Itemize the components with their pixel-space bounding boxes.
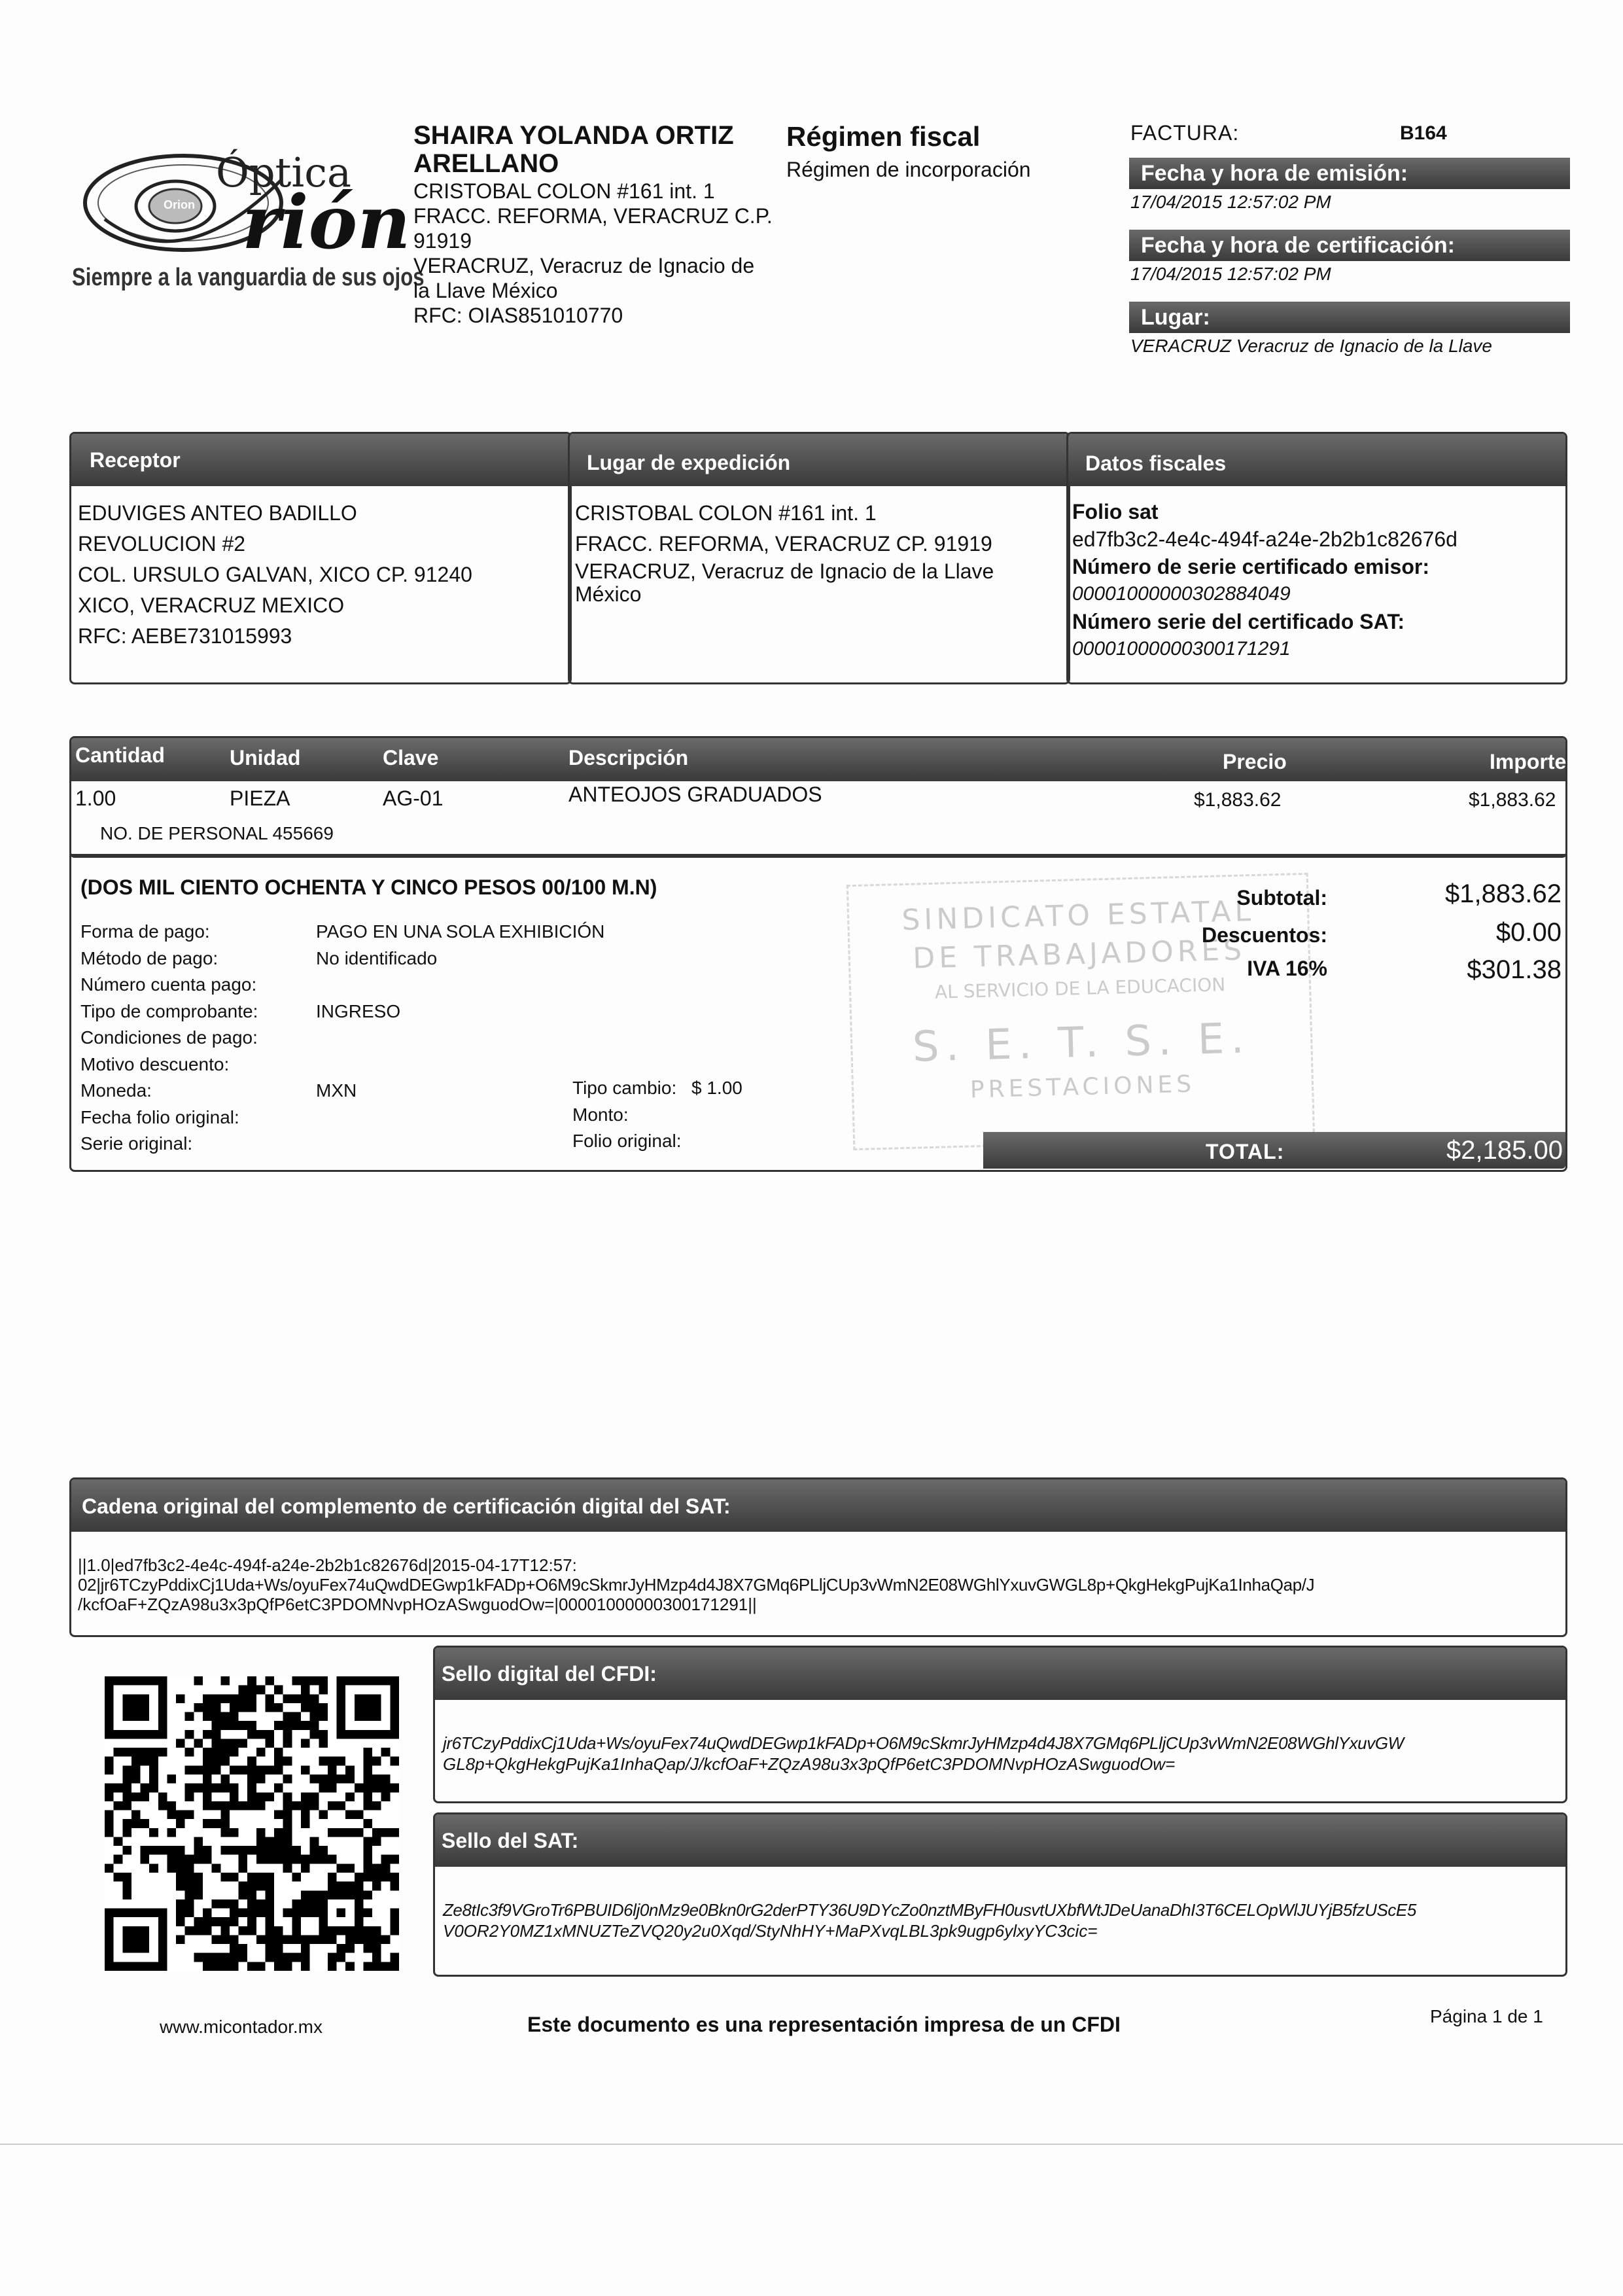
items-header-row bbox=[71, 738, 1565, 781]
header-precio: Precio bbox=[1223, 750, 1287, 773]
expedicion-address-line: FRACC. REFORMA, VERACRUZ CP. 91919 bbox=[575, 532, 992, 556]
subtotal-label: Subtotal: bbox=[1236, 886, 1327, 910]
field-row bbox=[80, 972, 258, 998]
issuer-rfc: RFC: OIAS851010770 bbox=[413, 304, 623, 327]
row-importe: $1,883.62 bbox=[1469, 789, 1556, 811]
receptor-address-line: REVOLUCION #2 bbox=[78, 532, 246, 556]
sello-sat-lines bbox=[435, 1867, 1565, 1941]
stamp-line: SINDICATO ESTATAL bbox=[901, 894, 1255, 938]
iva-label: IVA 16% bbox=[1247, 957, 1327, 980]
issuer-block bbox=[413, 121, 780, 328]
expedicion-address-line: México bbox=[575, 582, 642, 606]
fiscales-lines bbox=[1068, 486, 1565, 663]
amount-in-words: (DOS MIL CIENTO OCHENTA Y CINCO PESOS 00/100 M.N) bbox=[80, 875, 657, 899]
emision-value: 17/04/2015 12:57:02 PM bbox=[1130, 192, 1331, 212]
field-value: PAGO EN UNA SOLA EXHIBICIÓN bbox=[316, 921, 605, 942]
company-logo bbox=[65, 141, 425, 311]
descuentos-value: $0.00 bbox=[1495, 918, 1562, 947]
row-descripcion: ANTEOJOS GRADUADOS bbox=[568, 783, 822, 806]
footer-page-number: Página 1 de 1 bbox=[1430, 2006, 1543, 2026]
serie-emisor-label: Número de serie certificado emisor: bbox=[1072, 555, 1429, 578]
field-label: Número cuenta pago: bbox=[80, 974, 257, 995]
serie-emisor-value: 00001000000302884049 bbox=[1072, 583, 1291, 605]
field-row bbox=[80, 1051, 258, 1078]
field-value: No identificado bbox=[316, 947, 438, 968]
receptor-address-line: COL. URSULO GALVAN, XICO CP. 91240 bbox=[78, 563, 472, 586]
issuer-address bbox=[413, 179, 780, 328]
field-label: Moneda: bbox=[80, 1080, 152, 1101]
header-importe: Importe bbox=[1490, 750, 1567, 773]
factura-number: B164 bbox=[1400, 122, 1447, 144]
header-descripcion: Descripción bbox=[568, 746, 689, 769]
field-value: INGRESO bbox=[316, 1000, 401, 1021]
qr-code bbox=[105, 1676, 399, 1971]
certificacion-value: 17/04/2015 12:57:02 PM bbox=[1130, 264, 1331, 284]
field-row bbox=[80, 1104, 258, 1131]
datos-fiscales-box bbox=[1066, 432, 1567, 684]
field-label: Método de pago: bbox=[80, 947, 218, 968]
iva-value: $301.38 bbox=[1467, 955, 1562, 984]
folio-original-label: Folio original: bbox=[572, 1131, 682, 1151]
items-table bbox=[69, 736, 1567, 858]
field-row bbox=[80, 945, 438, 972]
footer-website[interactable]: www.micontador.mx bbox=[160, 2017, 323, 2037]
monto-label: Monto: bbox=[572, 1104, 629, 1125]
field-row bbox=[80, 1078, 357, 1104]
sello-cfdi-lines bbox=[435, 1700, 1565, 1775]
footer-statement: Este documento es una representación impresa de un CFDI bbox=[527, 2013, 1121, 2036]
sello-cfdi-box bbox=[433, 1646, 1567, 1803]
logo-word-main: rión bbox=[242, 180, 411, 266]
expedicion-title: Lugar de expedición bbox=[570, 434, 1068, 486]
cadena-line: 02|jr6TCzyPddixCj1Uda+Ws/oyuFex74uQwdDEGwp1kFADp+O6M9cSkmrJyHMzp4d4J8X7GMq6PLljCUp3vWmN2E08WGhlYxuvGWGL8p+QkgHekgPujKa1InhaQap/J bbox=[78, 1575, 1315, 1595]
stamp-line: DE TRABAJADORES bbox=[912, 933, 1246, 976]
qr-code-graphic bbox=[105, 1676, 399, 1971]
descuentos-label: Descuentos: bbox=[1201, 923, 1327, 947]
footer-divider bbox=[0, 2144, 1623, 2145]
folio-sat-label: Folio sat bbox=[1072, 500, 1159, 523]
lugar-value: VERACRUZ Veracruz de Ignacio de la Llave bbox=[1130, 336, 1492, 356]
header-clave: Clave bbox=[383, 746, 439, 769]
total-label: TOTAL: bbox=[1206, 1140, 1285, 1163]
expedicion-box bbox=[568, 432, 1070, 684]
sello-sat-box bbox=[433, 1812, 1567, 1977]
sello-cfdi-line: GL8p+QkgHekgPujKa1InhaQap/J/kcfOaF+ZQzA98u3x3pQfP6etC3PDOMNvpHOzASwguodOw= bbox=[443, 1754, 1176, 1774]
issuer-address-line: FRACC. REFORMA, VERACRUZ C.P. bbox=[413, 204, 773, 228]
fiscales-title: Datos fiscales bbox=[1068, 434, 1565, 486]
issuer-address-line: 91919 bbox=[413, 229, 472, 253]
row-precio: $1,883.62 bbox=[1194, 789, 1282, 811]
total-value: $2,185.00 bbox=[1446, 1136, 1563, 1165]
logo-tagline: Siempre a la vanguardia de sus ojos bbox=[72, 264, 425, 291]
receptor-rfc: RFC: AEBE731015993 bbox=[78, 624, 292, 648]
field-label: Condiciones de pago: bbox=[80, 1027, 258, 1048]
serie-sat-value: 00001000000300171291 bbox=[1072, 638, 1291, 660]
stamp-line: S. E. T. S. E. bbox=[912, 1014, 1251, 1072]
cadena-lines bbox=[71, 1532, 1565, 1614]
total-bar bbox=[983, 1132, 1565, 1169]
certificacion-label: Fecha y hora de certificación: bbox=[1129, 230, 1570, 261]
expedicion-address-line: VERACRUZ, Veracruz de Ignacio de la Llave bbox=[575, 559, 994, 583]
header-unidad: Unidad bbox=[230, 746, 301, 769]
serie-sat-label: Número serie del certificado SAT: bbox=[1072, 610, 1405, 633]
row-clave: AG-01 bbox=[383, 786, 444, 810]
regimen-block bbox=[786, 121, 1081, 182]
receptor-name: EDUVIGES ANTEO BADILLO bbox=[78, 501, 357, 525]
row-cantidad: 1.00 bbox=[75, 786, 116, 810]
regimen-title: Régimen fiscal bbox=[786, 121, 981, 152]
folio-sat-value: ed7fb3c2-4e4c-494f-a24e-2b2b1c82676d bbox=[1072, 527, 1457, 551]
lugar-label: Lugar: bbox=[1129, 302, 1570, 333]
field-label: Tipo de comprobante: bbox=[80, 1000, 258, 1021]
field-label: Forma de pago: bbox=[80, 921, 210, 942]
field-label: Motivo descuento: bbox=[80, 1053, 230, 1074]
field-label: Fecha folio original: bbox=[80, 1106, 239, 1127]
personal-note: NO. DE PERSONAL 455669 bbox=[100, 823, 334, 843]
sello-sat-line: V0OR2Y0MZ1xMNUZTeZVQ20y2u0Xqd/StyNhHY+MaPXvqLBL3pk9ugp6ylxyYC3cic= bbox=[443, 1921, 1098, 1941]
cadena-line: /kcfOaF+ZQzA98u3x3pQfP6etC3PDOMNvpHOzASwguodOw=|00001000000300171291|| bbox=[78, 1595, 757, 1614]
issuer-address-line: VERACRUZ, Veracruz de Ignacio de bbox=[413, 254, 755, 277]
field-row bbox=[80, 919, 605, 945]
cadena-title: Cadena original del complemento de certificación digital del SAT: bbox=[71, 1479, 1565, 1532]
expedicion-lines bbox=[570, 486, 1068, 605]
field-row bbox=[80, 1131, 258, 1157]
field-row bbox=[80, 1025, 258, 1051]
sello-cfdi-line: jr6TCzyPddixCj1Uda+Ws/oyuFex74uQwdDEGwp1kFADp+O6M9cSkmrJyHMzp4d4J8X7GMq6PLljCUp3vWmN2E08WGhlYxuvGW bbox=[443, 1733, 1404, 1753]
field-value: MXN bbox=[316, 1080, 357, 1101]
emision-label: Fecha y hora de emisión: bbox=[1129, 158, 1570, 189]
table-row bbox=[71, 781, 1565, 821]
cadena-original-box bbox=[69, 1477, 1567, 1637]
field-label: Serie original: bbox=[80, 1133, 193, 1154]
factura-label: FACTURA: bbox=[1130, 121, 1240, 145]
field-row bbox=[80, 998, 401, 1025]
logo-badge: Orion bbox=[164, 198, 195, 211]
sello-cfdi-title: Sello digital del CFDI: bbox=[435, 1648, 1565, 1700]
receptor-box bbox=[69, 432, 572, 684]
regimen-value: Régimen de incorporación bbox=[786, 158, 1031, 181]
subtotal-value: $1,883.62 bbox=[1445, 879, 1562, 908]
row-unidad: PIEZA bbox=[230, 786, 290, 810]
header-cantidad: Cantidad bbox=[75, 743, 165, 767]
logo-word-top: Óptica bbox=[216, 149, 351, 196]
sello-sat-title: Sello del SAT: bbox=[435, 1814, 1565, 1867]
expedicion-address-line: CRISTOBAL COLON #161 int. 1 bbox=[575, 501, 877, 525]
receptor-title: Receptor bbox=[71, 434, 570, 486]
stamp bbox=[846, 873, 1315, 1150]
tipo-cambio-label: Tipo cambio: bbox=[572, 1078, 677, 1098]
receptor-address-line: XICO, VERACRUZ MEXICO bbox=[78, 593, 345, 617]
issuer-address-line: la Llave México bbox=[413, 279, 558, 302]
issuer-address-line: CRISTOBAL COLON #161 int. 1 bbox=[413, 179, 715, 203]
stamp-line: AL SERVICIO DE LA EDUCACION bbox=[934, 974, 1226, 1003]
cadena-line: ||1.0|ed7fb3c2-4e4c-494f-a24e-2b2b1c82676d|2015-04-17T12:57: bbox=[78, 1555, 577, 1575]
receptor-lines bbox=[71, 486, 570, 652]
issuer-name-line1: SHAIRA YOLANDA ORTIZ bbox=[413, 121, 734, 150]
stamp-line: PRESTACIONES bbox=[969, 1070, 1196, 1104]
sello-sat-line: Ze8tIc3f9VGroTr6PBUID6lj0nMz9e0Bkn0rG2derPTY36U9DYcZo0nztMByFH0usvtUXbfWtJDeUanaDhI3T6CELOpWlJUYjB5fzUScE5 bbox=[443, 1900, 1416, 1920]
issuer-name-line2: ARELLANO bbox=[413, 149, 559, 178]
tipo-cambio-value: $ 1.00 bbox=[691, 1078, 742, 1098]
summary-box bbox=[69, 854, 1567, 1172]
